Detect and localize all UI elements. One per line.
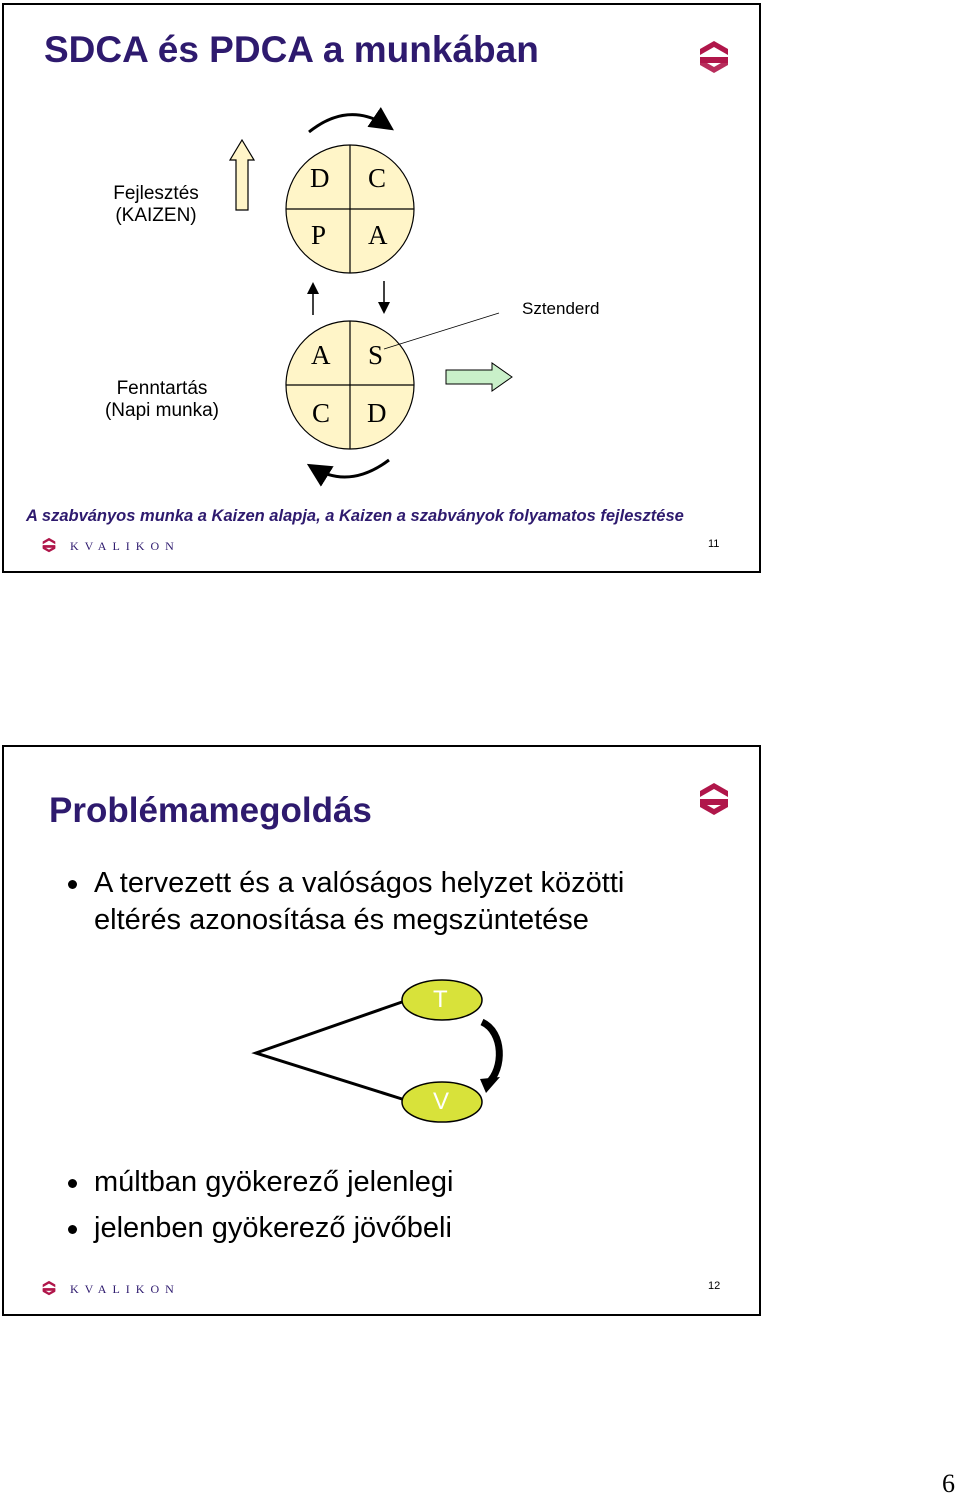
curved-arrow [482,1022,499,1083]
improvement-label-line2: (KAIZEN) [115,205,197,226]
slide-sdca-pdca [2,3,761,573]
standard-label: Sztenderd [522,299,600,318]
bullet-3: jelenben gyökerező jövőbeli [94,1212,452,1244]
footer-brand: KVALIKON [70,539,180,553]
footer-brand: KVALIKON [70,1282,180,1296]
bullet-dot [68,1225,77,1234]
sdca-letter-top-left: A [311,340,331,370]
improvement-label-line1: Fejlesztés [113,183,199,204]
footer-logo-icon [40,1280,58,1298]
sdca-letter-bottom-right: D [367,398,387,428]
curved-arrow-head [480,1077,500,1093]
slide-title: SDCA és PDCA a munkában [44,29,539,70]
sdca-letter-bottom-left: C [312,398,331,428]
maintenance-label-line1: Fenntartás [116,378,208,399]
slide-problem-solving [2,745,761,1316]
standard-right-arrow [446,363,512,391]
bullet-2: múltban gyökerező jelenlegi [94,1166,454,1198]
document-page-number: 6 [942,1469,955,1498]
bullet-1-line1: A tervezett és a valóságos helyzet közötti [94,867,625,899]
bullet-1-line2: eltérés azonosítása és megszüntetése [94,904,589,936]
improvement-up-arrow [230,140,254,210]
rotation-arrow-bottom [312,460,389,477]
standard-leader-line [384,313,499,349]
pdca-letter-top-right: C [368,163,387,193]
oval-actual-label: V [433,1088,450,1115]
gap-wedge-lines [256,1002,402,1099]
sdca-pdca-diagram [4,5,759,571]
pdca-letter-bottom-left: P [311,220,327,250]
bullet-dot [68,1179,77,1188]
pdca-letter-bottom-right: A [368,220,388,250]
oval-planned-label: T [433,986,448,1013]
slide-title: Problémamegoldás [49,791,372,830]
slide-page-number: 12 [708,1280,721,1292]
rotation-arrow-top [309,115,389,132]
footer-logo-icon [40,537,58,555]
maintenance-label-line2: (Napi munka) [104,400,220,421]
slide-page-number: 11 [708,538,720,550]
sdca-letter-top-right: S [368,340,384,370]
slide-caption: A szabványos munka a Kaizen alapja, a Kaizen a szabványok folyamatos fejlesztése [26,507,684,525]
pdca-letter-top-left: D [310,163,330,193]
